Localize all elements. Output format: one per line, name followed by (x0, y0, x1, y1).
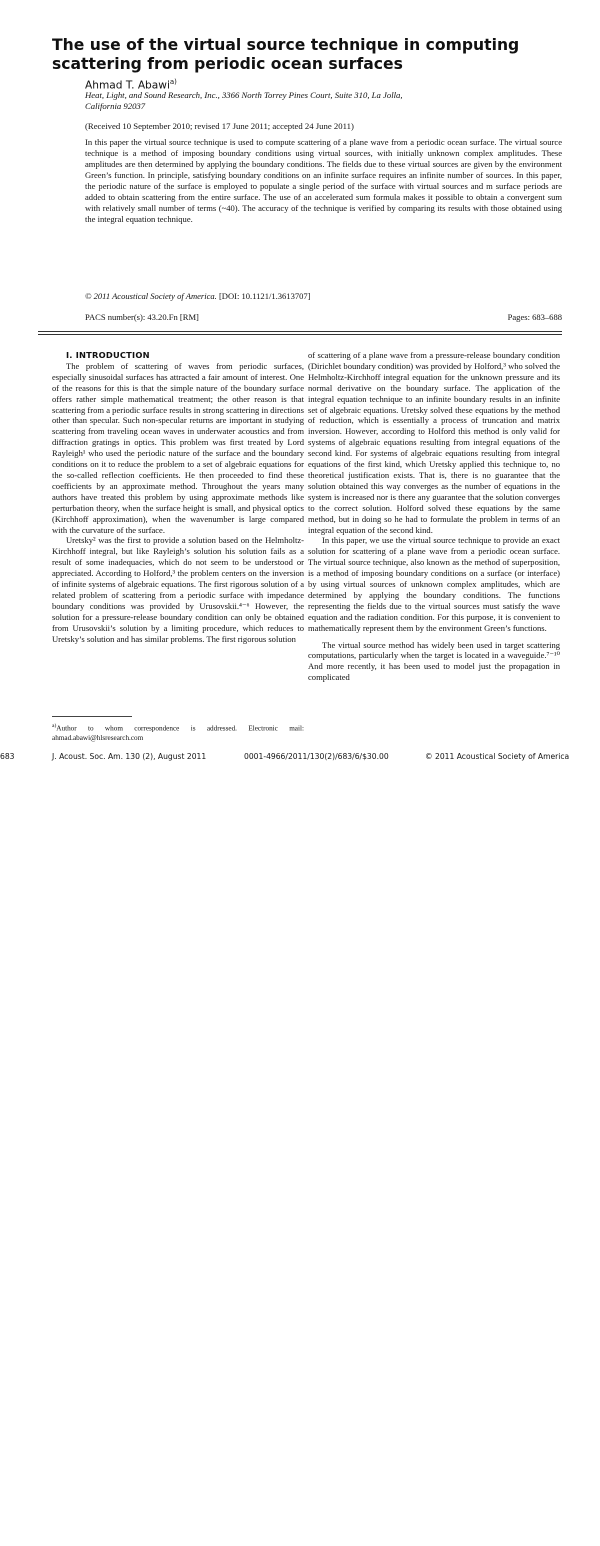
header-divider-top (38, 331, 562, 332)
doi: [DOI: 10.1121/1.3613707] (216, 291, 311, 301)
intro-paragraph-5: The virtual source method has widely been used in target scattering computations, particularly when the target is located in a waveguide.⁷⁻¹⁰ And more recently, it has been used to model just the propagation in complicated (308, 639, 560, 683)
intro-paragraph-4: In this paper, we use the virtual source technique to provide an exact solution for scattering of a plane wave from a periodic ocean surface. The virtual source technique, also known as the method of superposition, is a method of imposing boundary conditions on a surface (or interface) by using virtual sources of unknown complex amplitudes, which are determined by applying the boundary conditions. The functions representing the fields due to the virtual sources must satisfy the wave equation and the radiation condition. For this purpose, it is convenient to mathematically represent them by the environment Green’s functions. (308, 535, 560, 633)
left-column (52, 350, 304, 644)
pacs-numbers: PACS number(s): 43.20.Fn [RM] (85, 312, 199, 322)
received-dates: (Received 10 September 2010; revised 17 June 2011; accepted 24 June 2011) (85, 121, 354, 131)
footnote-divider (52, 716, 132, 717)
footer-copyright: © 2011 Acoustical Society of America (425, 752, 570, 761)
author-affiliation: Heat, Light, and Sound Research, Inc., 3366 North Torrey Pines Court, Suite 310, La Jolla, California 92037 (85, 90, 403, 111)
footnote (52, 722, 304, 743)
abstract: In this paper the virtual source technique is used to compute scattering of a plane wave from a periodic ocean surface. The virtual source technique is a method of imposing boundary conditions using virtual sources, with initially unknown complex amplitudes. These amplitudes are then determined by applying the boundary conditions. The fields due to these virtual sources are given by the environment Green’s function. In principle, satisfying boundary conditions on an infinite surface requires an infinite number of sources. In this paper, the periodic nature of the surface is employed to populate a single period of the surface with virtual sources and m surface periods are added to obtain scattering from the entire surface. The use of an accelerated sum formula makes it possible to obtain a convergent sum with relatively small number of terms (~40). The accuracy of the technique is verified by comparing its results with those obtained using the integral equation technique. (85, 137, 562, 224)
right-column (308, 350, 560, 683)
author-name-text: Ahmad T. Abawi (85, 79, 170, 92)
paper-title: The use of the virtual source technique in computing scattering from periodic ocean surfaces (52, 36, 520, 73)
section-heading: I. INTRODUCTION (66, 350, 150, 360)
footer-page-number: 683 (0, 752, 15, 761)
footnote-mark: a) (52, 723, 57, 729)
author-footnote-mark: a) (169, 78, 177, 86)
abstract-copyright-line (85, 291, 311, 302)
footer-journal: J. Acoust. Soc. Am. 130 (2), August 2011 (52, 752, 207, 761)
intro-paragraph-2: Uretsky² was the first to provide a solution based on the Helmholtz-Kirchhoff integral, but like Rayleigh’s solution his solution fails as a result of some inadequacies, which do not seem to be understood or appreciated. According to Holford,³ the problem centers on the inversion of infinite systems of algebraic equations. The first rigorous solution of a related problem of scattering from a periodic surface with impedance boundary conditions was provided by Urusovskii.⁴⁻⁶ However, the solution for a pressure-release boundary condition can only be obtained from Urusovskii’s solution by a limiting procedure, which reduces to Uretsky’s solution and has similar problems. The first rigorous solution (52, 535, 304, 644)
intro-paragraph-3: of scattering of a plane wave from a pressure-release boundary condition (Dirichlet boundary condition) was provided by Holford,³ who solved the Helmholtz-Kirchhoff integral equation for the unknown pressure and its normal derivative on the boundary surface. The application of the integral equation technique to an infinite boundary results in an infinite set of algebraic equations. Uretsky solved these equations by the method of reduction, which is essentially a process of truncation and matrix inversion. However, according to Holford this method is only valid for systems of algebraic equations resulting from integral equations of the second kind. For systems of algebraic equations resulting from integral equations of the first kind, which Uretsky applied this technique to, no theoretical justification exists. That is, there is no guarantee that the solution obtained this way converges as the number of equations in the system is increased nor is there any guarantee that the solution converges to the correct solution. Holford solved these equations by the same method, but in doing so he had to formulate the problem in terms of an integral equation of the second kind. (308, 350, 560, 535)
page-range: Pages: 683–688 (507, 312, 562, 322)
footer-issn: 0001-4966/2011/130(2)/683/6/$30.00 (244, 752, 389, 761)
abstract-copyright: © 2011 Acoustical Society of America. (85, 291, 217, 301)
intro-paragraph-1: The problem of scattering of waves from periodic surfaces, especially sinusoidal surfaces has attracted a fair amount of interest. One of the reasons for this is that the simple nature of the boundary surface offers rather simple mathematical treatment; the other reason is that scattering from a periodic surface results in strong scattering in directions other than specular. Such non-specular returns are important in studying scattering from traveling ocean waves in underwater acoustics and from diffraction gratings in optics. This problem was first treated by Lord Rayleigh¹ who used the periodic nature of the surface and the boundary conditions on it to reduce the problem to a set of algebraic equations for the so-called reflection coefficients. He then proceeded to find these coefficients by an approximate method. Throughout the years many authors have treated this problem by using approximate methods like perturbation theory, when the surface height is small, and physical optics (Kirchhoff approximation), when the wavenumber is large compared with the curvature of the surface. (52, 360, 304, 535)
footnote-text: Author to whom correspondence is addressed. Electronic mail: ahmad.abawi@hlsresearch.com (52, 724, 304, 742)
header-divider-bottom (38, 334, 562, 335)
